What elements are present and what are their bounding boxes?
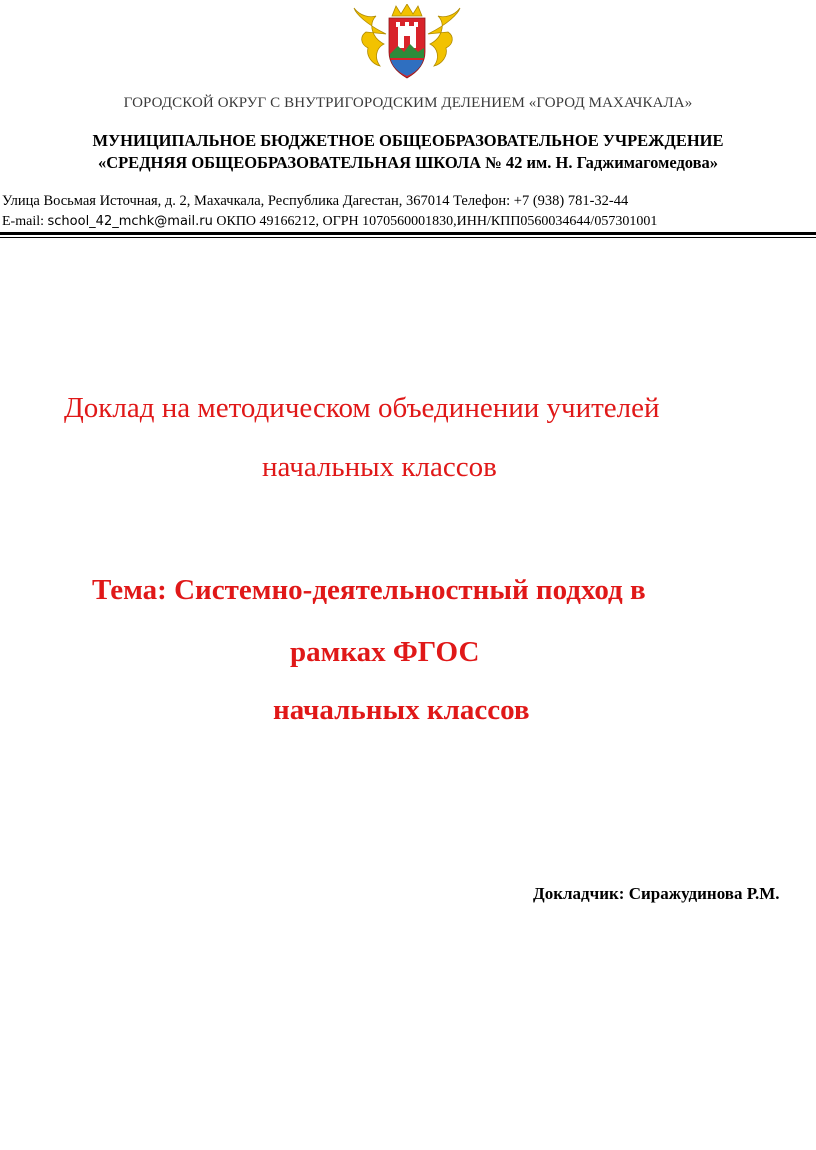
report-title-line2: начальных классов [262,451,497,483]
report-title-line1: Доклад на методическом объединении учителей [64,392,660,424]
city-district-heading: ГОРОДСКОЙ ОКРУГ С ВНУТРИГОРОДСКИМ ДЕЛЕНИЕМ «ГОРОД МАХАЧКАЛА» [123,95,693,111]
speaker-credit: Докладчик: Сиражудинова Р.М. [533,884,780,903]
header-divider-thin [0,237,816,238]
city-coat-of-arms-icon [346,4,468,80]
header-divider-thick [0,232,816,235]
contact-registry-line [2,214,657,230]
email-label: E-mail: [2,214,48,229]
topic-line1: Тема: Системно-деятельностный подход в [92,574,646,606]
institution-name-line1: МУНИЦИПАЛЬНОЕ БЮДЖЕТНОЕ ОБЩЕОБРАЗОВАТЕЛЬНОЕ УЧРЕЖДЕНИЕ [92,131,724,150]
topic-line2: рамках ФГОС [290,636,480,668]
registry-codes: ОКПО 49166212, ОГРН 1070560001830,ИНН/КПП0560034644/057301001 [212,214,658,229]
topic-line3: начальных классов [273,694,530,726]
address-phone-line: Улица Восьмая Источная, д. 2, Махачкала, Республика Дагестан, 367014 Телефон: +7 (938) 781-32-44 [2,193,629,209]
email-address: school_42_mchk@mail.ru [47,214,213,229]
institution-name-line2: «СРЕДНЯЯ ОБЩЕОБРАЗОВАТЕЛЬНАЯ ШКОЛА № 42 им. Н. Гаджимагомедова» [97,153,719,172]
